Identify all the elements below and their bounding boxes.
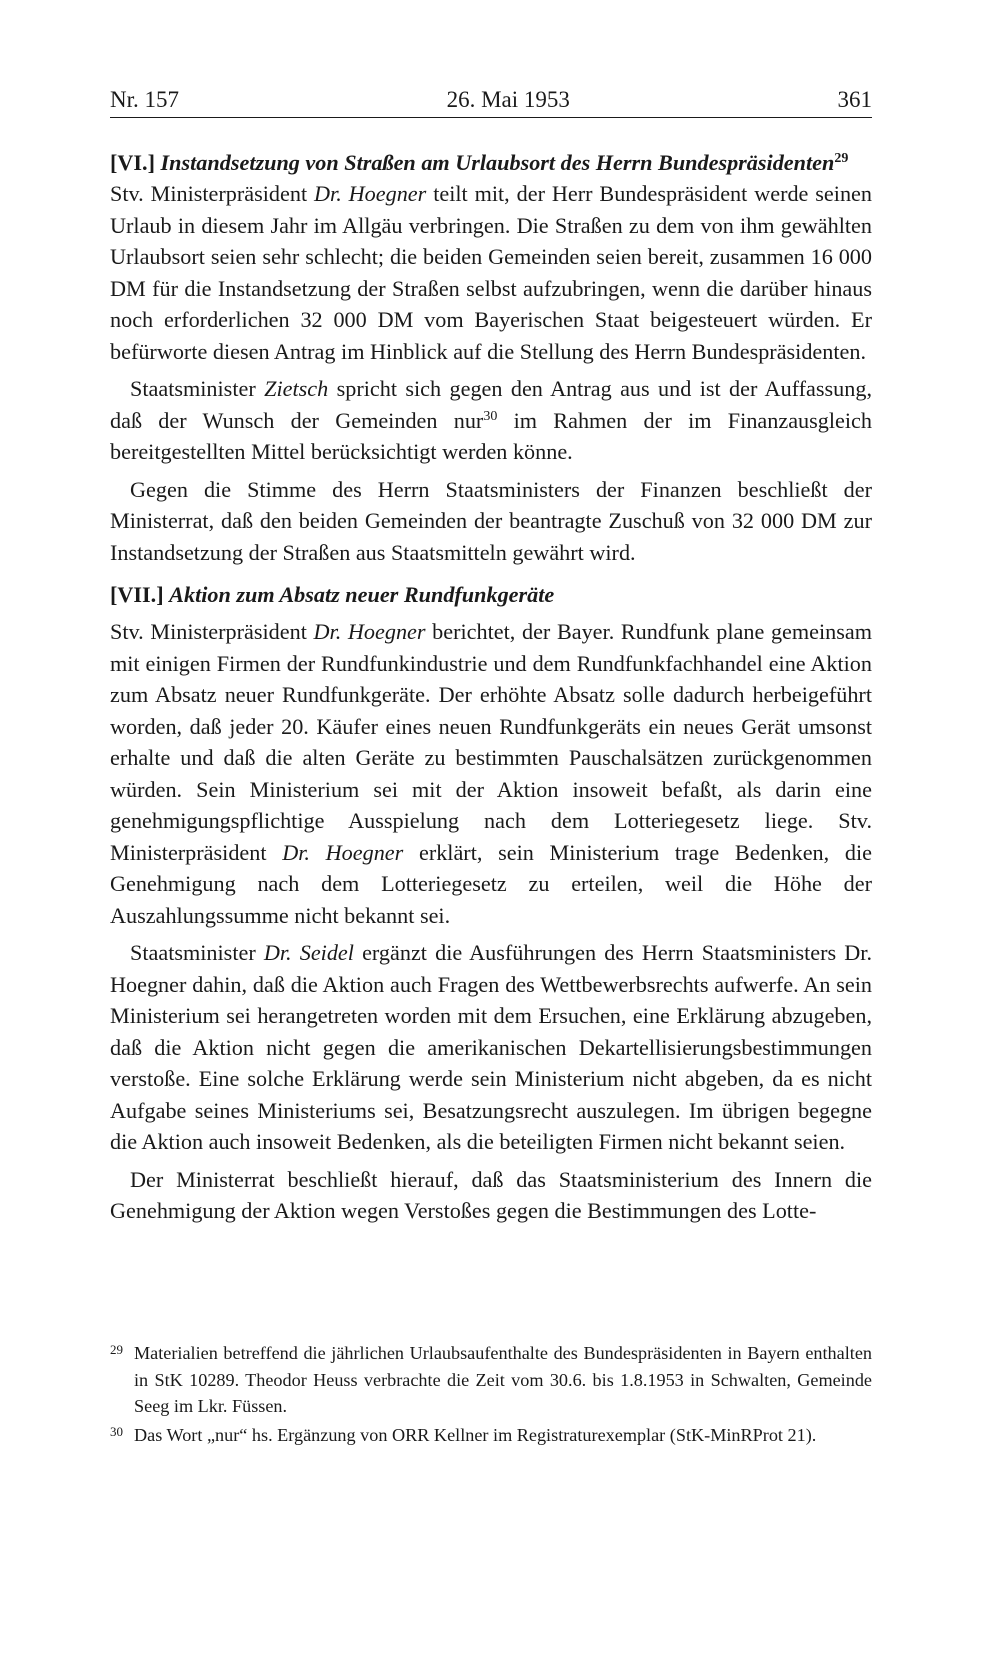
- speaker-name: Zietsch: [264, 376, 329, 401]
- paragraph-text: Stv. Ministerpräsident: [110, 181, 315, 206]
- footnote: [110, 1340, 872, 1420]
- paragraph-text: Staatsminister: [130, 940, 264, 965]
- paragraph: Gegen die Stimme des Herrn Staatsministers der Finanzen beschließt der Ministerrat, daß den beiden Gemeinden der beantragte Zuschuß von 32 000 DM zur Instandsetzung der Straßen aus Staatsmitteln gewährt wird.: [110, 476, 872, 565]
- footnote-number: 29: [110, 1342, 123, 1357]
- footnote-text: Das Wort „nur“ hs. Ergänzung von ORR Kellner im Registraturexemplar (StK-MinRProt 21).: [134, 1424, 817, 1445]
- footnote-ref: 29: [834, 151, 849, 166]
- paragraph: [110, 373, 872, 468]
- section-heading-vi: [110, 148, 872, 178]
- paragraph: Der Ministerrat beschließt hierauf, daß das Staatsministerium des Innern die Genehmigung der Aktion wegen Verstoßes gegen die Bestimmungen des Lotte-: [110, 1166, 872, 1223]
- paragraph-text: spricht sich gegen den Antrag aus und ist der Auffassung, daß der Wunsch der Gemeinden nur: [110, 376, 872, 433]
- footnote-text: Materialien betreffend die jährlichen Urlaubsaufenthalte des Bundespräsidenten in Bayern enthalten in StK 10289. Theodor Heuss verbrachte die Zeit vom 30.6. bis 1.8.1953 in Schwalten, Gemeinde Seeg im Lkr. Füssen.: [134, 1343, 872, 1416]
- paragraph-text: erklärt, sein Ministerium trage Bedenken, die Genehmigung nach dem Lotteriegesetz zu erteilen, weil die Höhe der Auszahlungssumme nicht bekannt sei.: [110, 839, 872, 928]
- paragraph: [110, 616, 872, 931]
- section-number: [VII.]: [110, 582, 164, 607]
- section-title: Aktion zum Absatz neuer Rundfunkgeräte: [169, 582, 555, 607]
- document-number: Nr. 157: [110, 87, 179, 112]
- body-text: [110, 148, 872, 1227]
- paragraph: [110, 178, 872, 367]
- paragraph-text: im Rahmen der im Finanzausgleich bereitgestellten Mittel berücksichtigt werden könne.: [110, 407, 872, 464]
- paragraph-text: teilt mit, der Herr Bundespräsident werde seinen Urlaub in diesem Jahr im Allgäu verbringen. Die Straßen zu dem von ihm gewählten Urlaubsort seien sehr schlecht; die beiden Gemeinden seien bereit, zusammen 16 000 DM für die Instandsetzung der Straßen selbst aufzubringen, wenn die darüber hinaus noch erforderlichen 32 000 DM vom Bayerischen Staat beigesteuert würden. Er befürworte diesen Antrag im Hinblick auf die Stellung des Herrn Bundespräsidenten.: [110, 181, 872, 364]
- running-header: [110, 86, 872, 118]
- footnote-ref: 30: [483, 408, 498, 424]
- paragraph-text: berichtet, der Bayer. Rundfunk plane gemeinsam mit einigen Firmen der Rundfunkindustrie und dem Rundfunkfachhandel eine Aktion zum Absatz neuer Rundfunkgeräte. Der erhöhte Absatz solle dadurch herbeigeführt worden, daß jeder 20. Käufer eines neuen Rundfunkgeräts ein neues Gerät umsonst erhalte und daß die alten Geräte zu bestimmten Pauschalsätzen zurückgenommen würden. Sein Ministerium sei mit der Aktion insoweit befaßt, als darin eine genehmigungspflichtige Ausspielung nach dem Lotteriegesetz liege. Stv. Ministerpräsident: [110, 619, 872, 865]
- speaker-name: Dr. Seidel: [263, 940, 354, 965]
- footnotes: [110, 1340, 872, 1450]
- speaker-name: Dr. Hoegner: [282, 839, 404, 865]
- speaker-name: Dr. Hoegner: [313, 619, 426, 644]
- section-title: Instandsetzung von Straßen am Urlaubsort des Herrn Bundespräsidenten: [160, 150, 835, 175]
- section-heading-vii: [110, 580, 872, 610]
- paragraph-text: ergänzt die Ausführungen des Herrn Staatsministers Dr. Hoegner dahin, daß die Aktion auch Fragen des Wettbewerbsrechts aufwerfe. An sein Ministerium sei herangetreten worden mit dem Ersuchen, eine Erklärung abzugeben, daß die Aktion nicht gegen die amerikanischen Dekartellisierungsbestimmungen verstoße. Eine solche Erklärung werde sein Ministerium nicht abgeben, da es nicht Aufgabe seines Ministeriums sei, Besatzungsrecht auszulegen. Im übrigen begegne die Aktion auch insoweit Bedenken, als die beteiligten Firmen nicht bekannt seien.: [110, 940, 872, 1154]
- footnote: [110, 1422, 872, 1449]
- paragraph: [110, 937, 872, 1158]
- page-number: 361: [837, 87, 872, 112]
- paragraph-text: Stv. Ministerpräsident: [110, 619, 314, 644]
- page: [110, 86, 872, 1227]
- speaker-name: Dr. Hoegner: [314, 181, 427, 206]
- footnote-number: 30: [110, 1423, 123, 1439]
- section-number: [VI.]: [110, 150, 155, 175]
- paragraph-text: Staatsminister: [130, 376, 265, 401]
- document-date: 26. Mai 1953: [446, 87, 570, 112]
